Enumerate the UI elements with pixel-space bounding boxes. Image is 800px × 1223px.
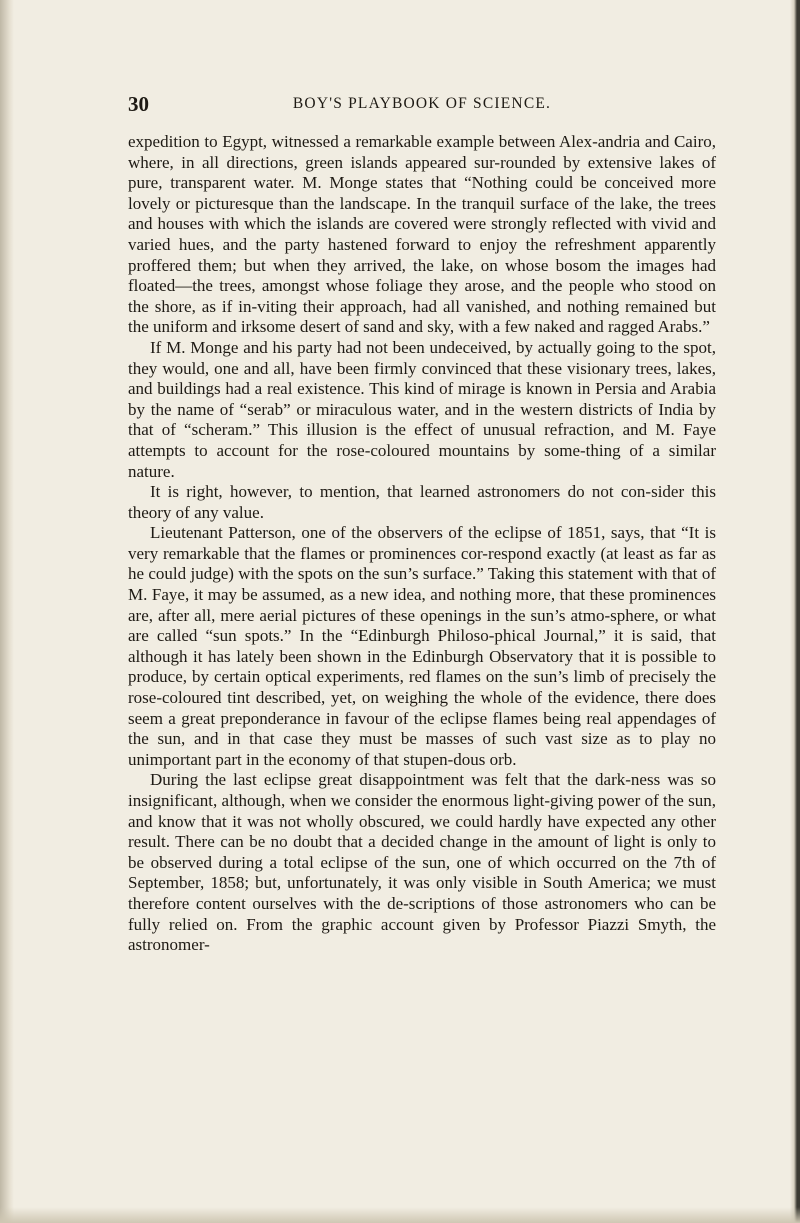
paragraph-eclipse-darkness: During the last eclipse great disappointment was felt that the dark-ness was so insignificant, although, when we consider the enormous light-giving power of the sun, and know that it was not wholly obscured, we could hardly have expected any other result. There can be no doubt that a decided change in the amount of light is only to be observed during a total eclipse of the sun, one of which occurred on the 7th of September, 1858; but, unfortunately, it was only visible in South America; we must therefore content ourselves with the de-scriptions of those astronomers who can be fully relied on. From the graphic account given by Professor Piazzi Smyth, the astronomer- — [128, 770, 716, 955]
running-head: BOY'S PLAYBOOK OF SCIENCE. — [292, 95, 552, 112]
page-header — [128, 92, 716, 118]
page-right-edge — [790, 0, 800, 1223]
paragraph-theory-value: It is right, however, to mention, that learned astronomers do not con-sider this theory of any value. — [128, 482, 716, 522]
paragraph-patterson: Lieutenant Patterson, one of the observers of the eclipse of 1851, says, that “It is very remarkable that the flames or prominences cor-respond exactly (at least as far as he could judge) with the spots on the sun’s surface.” Taking this statement with that of M. Faye, it may be assumed, as a new idea, and nothing more, that these prominences are, after all, mere aerial pictures of these openings in the sun’s atmo-sphere, or what are called “sun spots.” In the “Edinburgh Philoso-phical Journal,” it is said, that although it has lately been shown in the Edinburgh Observatory that it is possible to produce, by certain optical experiments, red flames on the sun’s limb of precisely the rose-coloured tint described, yet, on weighing the whole of the evidence, there does seem a great preponderance in favour of the eclipse flames being real appendages of the sun, and in that case they must be masses of such vast size as to play no unimportant part in the economy of that stupen-dous orb. — [128, 523, 716, 769]
page-number: 30 — [128, 92, 149, 116]
paragraph-mirage-egypt: expedition to Egypt, witnessed a remarkable example between Alex-andria and Cairo, where, in all directions, green islands appeared sur-rounded by extensive lakes of pure, transparent water. M. Monge states that “Nothing could be conceived more lovely or picturesque than the landscape. In the tranquil surface of the lake, the trees and houses with which the islands are covered were strongly reflected with vivid and varied hues, and the party hastened forward to enjoy the refreshment apparently proffered them; but when they arrived, the lake, on whose bosom the images had floated—the trees, amongst whose foliage they arose, and the people who stood on the shore, as if in-viting their approach, had all vanished, and nothing remained but the uniform and irksome desert of sand and sky, with a few naked and ragged Arabs.” — [128, 132, 716, 337]
page-left-edge — [0, 0, 14, 1223]
page-body — [128, 132, 716, 956]
paragraph-monge-undeceived: If M. Monge and his party had not been undeceived, by actually going to the spot, they would, one and all, have been firmly convinced that these visionary trees, lakes, and buildings had a real existence. This kind of mirage is known in Persia and Arabia by the name of “serab” or miraculous water, and in the western districts of India by that of “scheram.” This illusion is the effect of unusual refraction, and M. Faye attempts to account for the rose-coloured mountains by some-thing of a similar nature. — [128, 337, 716, 481]
page-bottom-edge — [0, 1207, 800, 1223]
